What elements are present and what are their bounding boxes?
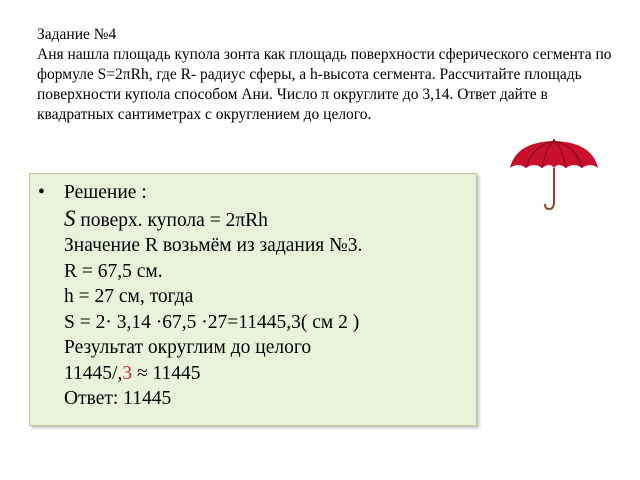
bullet-icon: • xyxy=(38,182,45,203)
height-value-line: h = 27 см, тогда xyxy=(64,286,194,307)
solution-box xyxy=(29,173,477,426)
task-statement xyxy=(37,25,617,125)
radius-source-line: Значение R возьмём из задания №3. xyxy=(64,235,363,256)
radius-value-line: R = 67,5 см. xyxy=(64,260,163,282)
solution-heading: Решение : xyxy=(64,182,147,203)
calculation-line: S = 2· 3,14 ·67,5 ·27=11445,3( см 2 ) xyxy=(64,311,360,333)
solution-content xyxy=(64,180,362,412)
umbrella-icon xyxy=(506,138,602,212)
rounding-digit: 3 xyxy=(122,362,133,384)
formula-text: поверх. купола = 2πRh xyxy=(75,209,268,231)
rounding-right: ≈ 11445 xyxy=(132,362,201,384)
solution-formula-line xyxy=(64,206,362,234)
rounding-left: 11445/, xyxy=(64,362,123,384)
rounding-text-line: Результат округлим до целого xyxy=(64,337,312,358)
rounding-result-line xyxy=(64,361,362,387)
task-text: Аня нашла площадь купола зонта как площадь поверхности сферического сегмента по формуле S=2πRh, где R- радиус сферы, а h-высота сегмента. Рассчитайте площадь поверхности купола способом Ани. Число π округлите до 3,14. Ответ дайте в квадратных сантиметрах с округлением до целого. xyxy=(37,46,612,123)
area-symbol: S xyxy=(64,205,76,231)
answer-line: Ответ: 11445 xyxy=(64,388,172,409)
task-title: Задание №4 xyxy=(37,26,117,43)
